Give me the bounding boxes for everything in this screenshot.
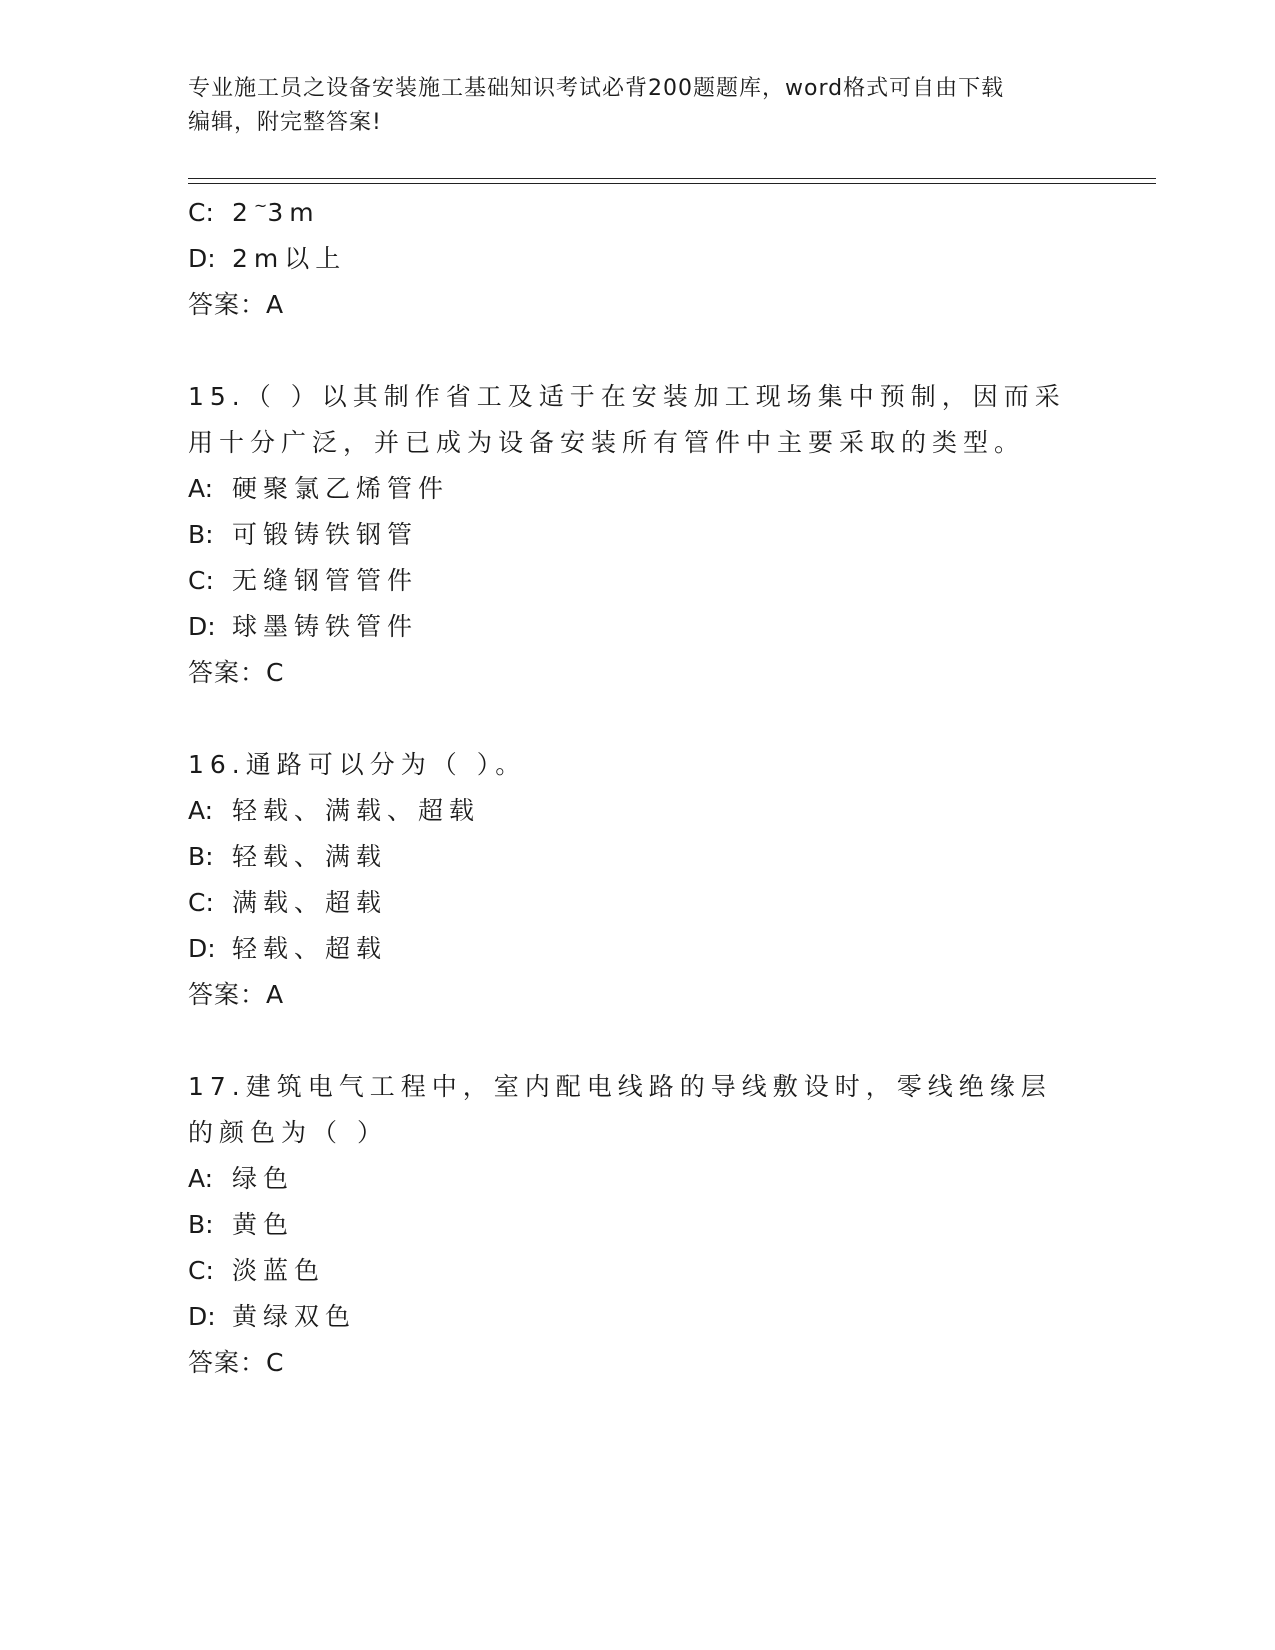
- option-text: 轻载、满载: [232, 842, 388, 871]
- option-label: B:: [188, 1210, 214, 1239]
- option-d: [188, 1294, 1088, 1340]
- option-d: [188, 236, 1088, 282]
- answer-line: 答案：A: [188, 980, 285, 1009]
- spacer: [188, 328, 1088, 374]
- option-b: [188, 834, 1088, 880]
- question-list: [188, 190, 1088, 1386]
- option-text: 硬聚氯乙烯管件: [232, 474, 450, 503]
- option-b: [188, 1202, 1088, 1248]
- option-label: A:: [188, 474, 214, 503]
- option-label: D:: [188, 612, 216, 641]
- option-text: 轻载、满载、超载: [232, 796, 481, 825]
- option-text-tilde: ~: [253, 196, 268, 215]
- option-label: D:: [188, 934, 216, 963]
- option-label: C:: [188, 566, 214, 595]
- document-header: [188, 72, 1088, 140]
- option-a: [188, 788, 1088, 834]
- option-a: [188, 466, 1088, 512]
- option-c: [188, 1248, 1088, 1294]
- spacer: [188, 696, 1088, 742]
- option-text: 2m以上: [232, 244, 347, 273]
- answer-line: 答案：A: [188, 290, 285, 319]
- previous-question-tail: [188, 190, 1088, 328]
- option-d: [188, 604, 1088, 650]
- option-label: B:: [188, 842, 214, 871]
- question-16: [188, 742, 1088, 1018]
- question-17: [188, 1064, 1088, 1386]
- option-text-pre: 2: [232, 198, 254, 227]
- option-text: 满载、超载: [232, 888, 388, 917]
- option-text-post: 3m: [267, 198, 320, 227]
- option-text: 无缝钢管管件: [232, 566, 419, 595]
- option-c: [188, 190, 1088, 236]
- option-label: C:: [188, 1256, 214, 1285]
- question-stem: 15.（ ）以其制作省工及适于在安装加工现场集中预制，因而采用十分广泛，并已成为设备安装所有管件中主要采取的类型。: [188, 382, 1066, 457]
- option-text: 轻载、超载: [232, 934, 388, 963]
- spacer: [188, 1018, 1088, 1064]
- option-c: [188, 558, 1088, 604]
- option-label: D:: [188, 1302, 216, 1331]
- option-label: B:: [188, 520, 214, 549]
- header-divider: [188, 178, 1156, 184]
- question-stem: 17.建筑电气工程中，室内配电线路的导线敷设时，零线绝缘层的颜色为（ ）: [188, 1072, 1052, 1147]
- option-a: [188, 1156, 1088, 1202]
- option-b: [188, 512, 1088, 558]
- option-text: 绿色: [232, 1164, 295, 1193]
- option-label: D:: [188, 244, 216, 273]
- option-text: 黄色: [232, 1210, 295, 1239]
- option-label: A:: [188, 796, 214, 825]
- option-label: C:: [188, 198, 214, 227]
- question-15: [188, 374, 1088, 696]
- option-text: 球墨铸铁管件: [232, 612, 419, 641]
- answer-line: 答案：C: [188, 1348, 285, 1377]
- option-c: [188, 880, 1088, 926]
- answer-line: 答案：C: [188, 658, 285, 687]
- header-title-line-1: 专业施工员之设备安装施工基础知识考试必背200题题库，word格式可自由下载: [188, 76, 1005, 101]
- option-text: 可锻铸铁钢管: [232, 520, 419, 549]
- option-d: [188, 926, 1088, 972]
- option-label: A:: [188, 1164, 214, 1193]
- option-label: C:: [188, 888, 214, 917]
- option-text: 黄绿双色: [232, 1302, 357, 1331]
- question-stem: 16.通路可以分为（ ）。: [188, 750, 527, 779]
- header-title-line-2: 编辑，附完整答案!: [188, 110, 382, 135]
- option-text: 淡蓝色: [232, 1256, 326, 1285]
